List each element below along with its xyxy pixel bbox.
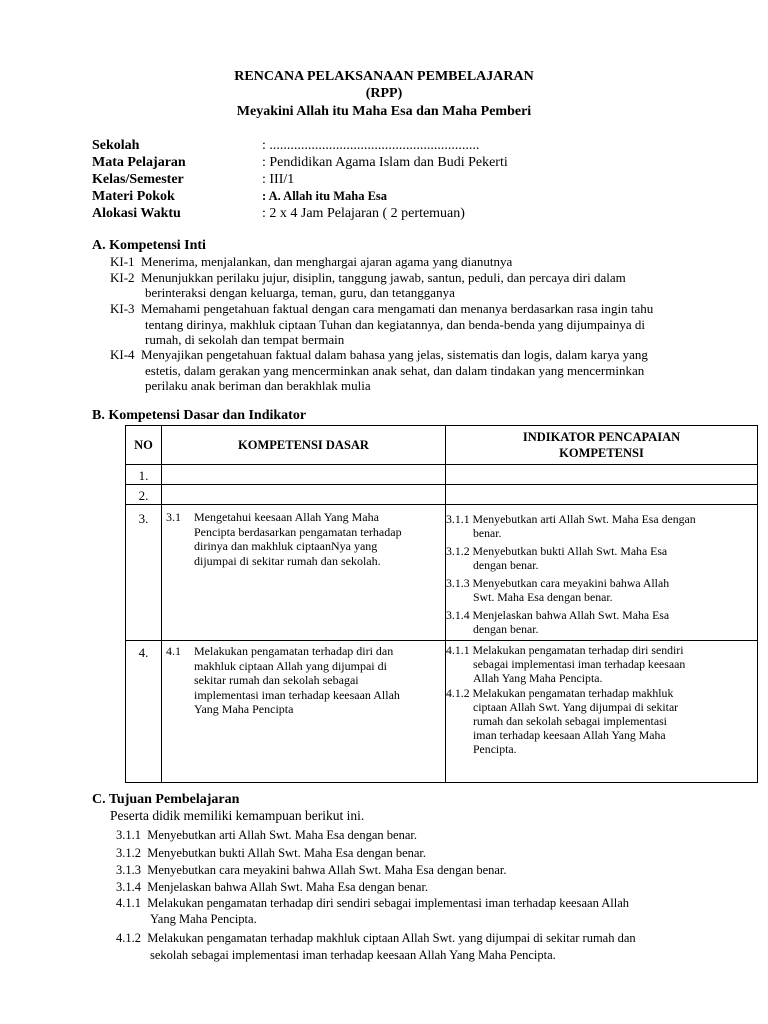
section-kompetensi-inti: A. Kompetensi Inti [92, 238, 206, 253]
kd-line: implementasi iman terhadap keesaan Allah [194, 687, 400, 702]
kd-number: 4.1 [166, 644, 181, 658]
tujuan-item: 3.1.1 Menyebutkan arti Allah Swt. Maha Esa dengan benar. [116, 828, 417, 842]
tujuan-item: 4.1.1 Melakukan pengamatan terhadap diri sendiri sebagai implementasi iman terhadap keesaan Allah [116, 896, 630, 910]
info-label-sekolah: Sekolah [92, 138, 140, 153]
ki-text: Memahami pengetahuan faktual dengan cara mengamati dan menanya berdasarkan rasa ingin tahu [141, 301, 654, 316]
row-no: 3. [126, 505, 162, 641]
kd-line: Melakukan pengamatan terhadap diri dan [194, 644, 394, 658]
kompetensi-table [125, 425, 758, 783]
ki-text-continued: rumah, di sekolah dan tempat bermain [145, 332, 345, 347]
info-value-materi: : A. Allah itu Maha Esa [262, 189, 388, 203]
ki-2 [110, 270, 626, 286]
ki-text-continued: tentang dirinya, makhluk ciptaan Tuhan dan kegiatannya, dan benda-benda yang dijumpainya di [145, 317, 646, 332]
indicator-item: 3.1.1 Menyebutkan arti Allah Swt. Maha Esa dengan benar. [446, 512, 696, 540]
kd-cell [162, 641, 446, 783]
section-tujuan: C. Tujuan Pembelajaran [92, 792, 240, 807]
table-row [126, 465, 758, 485]
ki-code: KI-2 [110, 270, 135, 285]
doc-title: RENCANA PELAKSANAAN PEMBELAJARAN [234, 69, 534, 84]
tujuan-item-continued: Yang Maha Pencipta. [150, 912, 257, 926]
kd-line: sekitar rumah dan sekolah sebagai [194, 673, 359, 687]
ki-3 [110, 301, 653, 317]
ki-text: Menunjukkan perilaku jujur, disiplin, tanggung jawab, santun, peduli, dan percaya diri dalam [141, 270, 626, 285]
kd-number: 3.1 [166, 510, 181, 524]
row-no: 2. [126, 485, 162, 505]
kd-line: dijumpai di sekitar rumah dan sekolah. [194, 553, 381, 568]
info-value-alokasi: : 2 x 4 Jam Pelajaran ( 2 pertemuan) [262, 206, 465, 221]
info-label-materi: Materi Pokok [92, 189, 175, 204]
ki-code: KI-4 [110, 347, 135, 362]
tujuan-item: 3.1.4 Menjelaskan bahwa Allah Swt. Maha Esa dengan benar. [116, 880, 429, 894]
indicator-item: 3.1.4 Menjelaskan bahwa Allah Swt. Maha Esa dengan benar. [446, 608, 670, 636]
table-row [126, 505, 758, 641]
indicator-item: 4.1.1 Melakukan pengamatan terhadap diri sendiri sebagai implementasi iman terhadap keesaan Allah Yang Maha Pencipta. [446, 643, 686, 685]
ki-code: KI-1 [110, 254, 135, 269]
kd-cell [162, 505, 446, 641]
info-value-sekolah: : ............................................................ [262, 138, 480, 153]
info-value-kelas: : III/1 [262, 172, 295, 187]
col-header-indikator: INDIKATOR PENCAPAIAN KOMPETENSI [446, 426, 758, 465]
ki-text-continued: berinteraksi dengan keluarga, teman, guru, dan tetangganya [145, 285, 455, 300]
tujuan-item-continued: sekolah sebagai implementasi iman terhadap keesaan Allah Yang Maha Pencipta. [150, 948, 556, 962]
ki-text-continued: perilaku anak beriman dan berakhlak mulia [145, 378, 371, 393]
ki-1 [110, 254, 512, 270]
tujuan-intro: Peserta didik memiliki kemampuan berikut ini. [110, 808, 365, 823]
tujuan-item: 3.1.3 Menyebutkan cara meyakini bahwa Allah Swt. Maha Esa dengan benar. [116, 863, 507, 877]
kd-line: Pencipta berdasarkan pengamatan terhadap [194, 524, 402, 539]
doc-subtitle-rpp: (RPP) [365, 86, 403, 101]
col-header-kd: KOMPETENSI DASAR [162, 426, 446, 465]
col-header-no: NO [126, 426, 162, 465]
kd-line: dirinya dan makhluk ciptaanNya yang [194, 539, 378, 553]
info-value-mata-pelajaran: : Pendidikan Agama Islam dan Budi Pekerti [262, 155, 508, 170]
indicator-item: 3.1.2 Menyebutkan bukti Allah Swt. Maha Esa dengan benar. [446, 544, 668, 572]
table-row [126, 641, 758, 783]
tujuan-item: 3.1.2 Menyebutkan bukti Allah Swt. Maha Esa dengan benar. [116, 846, 427, 860]
table-row [126, 485, 758, 505]
table-header-row [126, 426, 758, 465]
indicator-item: 4.1.2 Melakukan pengamatan terhadap makhluk ciptaan Allah Swt. Yang dijumpai di sekitar rumah dan sekolah sebagai implementasi iman terhadap keesaan Allah Yang Maha Pencipta. [446, 686, 679, 756]
info-label-alokasi: Alokasi Waktu [92, 206, 181, 221]
ki-4 [110, 347, 648, 363]
ki-code: KI-3 [110, 301, 135, 316]
indicator-cell [446, 505, 758, 641]
tujuan-item: 4.1.2 Melakukan pengamatan terhadap makhluk ciptaan Allah Swt. yang dijumpai di sekitar rumah dan [116, 931, 636, 945]
info-label-kelas: Kelas/Semester [92, 172, 184, 187]
kd-line: makhluk ciptaan Allah yang dijumpai di [194, 658, 387, 673]
info-label-mata-pelajaran: Mata Pelajaran [92, 155, 186, 170]
indicator-cell [446, 641, 758, 783]
row-no: 4. [126, 641, 162, 783]
ki-text: Menyajikan pengetahuan faktual dalam bahasa yang jelas, sistematis dan logis, dalam karya yang [141, 347, 648, 362]
indicator-item: 3.1.3 Menyebutkan cara meyakini bahwa Allah Swt. Maha Esa dengan benar. [446, 576, 670, 604]
section-kompetensi-dasar: B. Kompetensi Dasar dan Indikator [92, 408, 307, 423]
kd-line: Mengetahui keesaan Allah Yang Maha [194, 510, 379, 524]
doc-theme-title: Meyakini Allah itu Maha Esa dan Maha Pemberi [236, 104, 532, 119]
ki-text: Menerima, menjalankan, dan menghargai ajaran agama yang dianutnya [141, 254, 513, 269]
kd-line: Yang Maha Pencipta [194, 702, 294, 716]
row-no: 1. [126, 465, 162, 485]
ki-text-continued: estetis, dalam gerakan yang mencerminkan anak sehat, dan dalam tindakan yang mencerminkan [145, 363, 645, 378]
